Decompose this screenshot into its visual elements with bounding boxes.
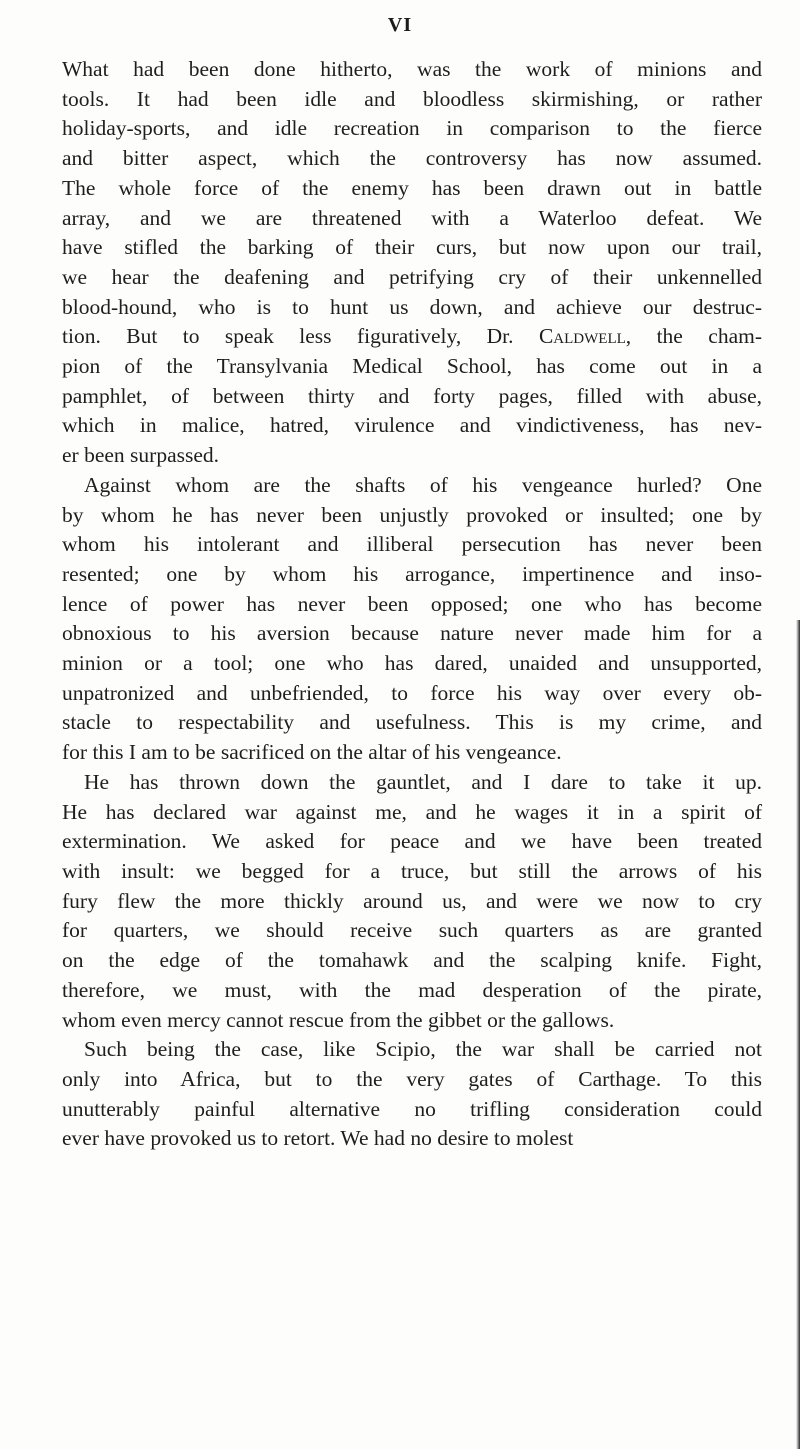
body-text [62, 55, 762, 1154]
text-line: The whole force of the enemy has been drawn out in battle [62, 175, 762, 200]
text-line: holiday-sports, and idle recreation in comparison to the fierce [62, 116, 762, 141]
text-line: therefore, we must, with the mad desperation of the pirate, [62, 977, 762, 1002]
name-small-caps: Caldwell [538, 324, 626, 349]
text-line: blood-hound, who is to hunt us down, and achieve our destruc- [62, 294, 762, 319]
paragraph [62, 768, 762, 1035]
text-line: array, and we are threatened with a Waterloo defeat. We [62, 205, 762, 230]
paragraph [62, 55, 762, 471]
text-line: which in malice, hatred, virulence and vindictiveness, has nev- [62, 413, 762, 438]
text-line: er been surpassed. [62, 443, 220, 468]
text-line: have stifled the barking of their curs, but now upon our trail, [62, 235, 762, 260]
text-line: He has declared war against me, and he wages it in a spirit of [62, 799, 762, 824]
text-line: whom his intolerant and illiberal persecution has never been [62, 532, 762, 557]
text-line: fury flew the more thickly around us, and were we now to cry [62, 888, 762, 913]
page-number: VI [387, 14, 413, 36]
text-line: on the edge of the tomahawk and the scalping knife. Fight, [62, 948, 762, 973]
text-line: with insult: we begged for a truce, but still the arrows of his [62, 858, 762, 883]
text-line: extermination. We asked for peace and we have been treated [62, 829, 762, 854]
text-line: whom even mercy cannot rescue from the gibbet or the gallows. [62, 1007, 615, 1032]
text-line: pamphlet, of between thirty and forty pages, filled with abuse, [62, 383, 762, 408]
text-line: for this I am to be sacrificed on the altar of his vengeance. [62, 740, 562, 765]
text-line: lence of power has never been opposed; one who has become [62, 591, 762, 616]
text-line: and bitter aspect, which the controversy has now assumed. [62, 146, 762, 171]
text-line: resented; one by whom his arrogance, impertinence and inso- [62, 561, 762, 586]
text-line: What had been done hitherto, was the work of minions and [62, 57, 762, 81]
text-line: for quarters, we should receive such quarters as are granted [62, 918, 762, 943]
text-line: minion or a tool; one who has dared, unaided and unsupported, [62, 651, 762, 676]
text-line: pion of the Transylvania Medical School, has come out in a [62, 354, 762, 379]
text-line: by whom he has never been unjustly provoked or insulted; one by [62, 502, 762, 527]
text-line: Against whom are the shafts of his vengeance hurled? One [84, 472, 762, 497]
text-line: unpatronized and unbefriended, to force his way over every ob- [62, 680, 762, 705]
text-line: tools. It had been idle and bloodless skirmishing, or rather [62, 86, 762, 111]
text-line: ever have provoked us to retort. We had no desire to molest [62, 1126, 574, 1151]
paragraph [62, 1035, 762, 1154]
text-line: obnoxious to his aversion because nature never made him for a [62, 621, 762, 646]
text-line: stacle to respectability and usefulness. This is my crime, and [62, 710, 762, 735]
text-line: we hear the deafening and petrifying cry of their unkennelled [62, 264, 762, 289]
paragraph [62, 471, 762, 768]
text-line: tion. But to speak less figuratively, Dr. Caldwell, the cham- [62, 324, 762, 349]
text-line: only into Africa, but to the very gates of Carthage. To this [62, 1066, 762, 1091]
page-edge-shadow [796, 620, 800, 1449]
text-line: unutterably painful alternative no trifling consideration could [62, 1096, 762, 1121]
text-line: He has thrown down the gauntlet, and I dare to take it up. [84, 769, 762, 794]
text-line: Such being the case, like Scipio, the war shall be carried not [84, 1037, 762, 1062]
